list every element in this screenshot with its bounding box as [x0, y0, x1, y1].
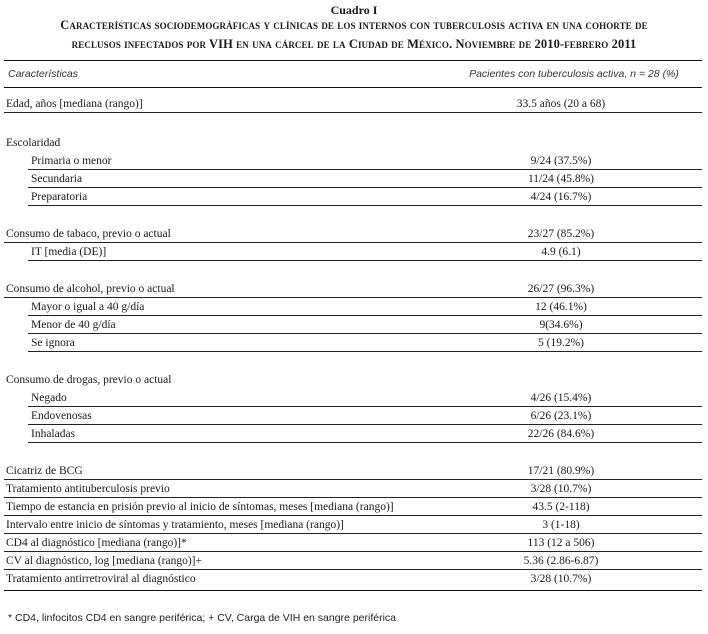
row-label: Tratamiento antituberculosis previo [6, 483, 170, 495]
table-row [4, 552, 702, 570]
table-row [4, 570, 702, 588]
row-label: CV al diagnóstico, log [mediana (rango)]+ [6, 555, 202, 567]
row-underline [28, 442, 702, 443]
table-row [4, 298, 702, 316]
row-label: Edad, años [mediana (rango)] [6, 98, 143, 110]
table-row [4, 243, 702, 261]
row-label: Mayor o igual a 40 g/día [31, 301, 145, 313]
table-row [4, 95, 702, 113]
table-row [4, 280, 702, 298]
table-row [4, 480, 702, 498]
row-value: 4/26 (15.4%) [530, 392, 592, 404]
row-value: 9/24 (37.5%) [530, 155, 592, 167]
row-value: 23/27 (85.2%) [527, 228, 595, 240]
row-value: 113 (12 a 506) [527, 537, 595, 549]
row-value: 3/28 (10.7%) [530, 573, 592, 585]
row-label: Escolaridad [6, 137, 61, 149]
row-underline [28, 205, 702, 206]
row-value: 12 (46.1%) [535, 301, 587, 313]
row-value: 9(34.6%) [539, 319, 583, 331]
row-label: CD4 al diagnóstico [mediana (rango)]* [6, 537, 187, 549]
table-row [4, 462, 702, 480]
row-label: Tratamiento antirretroviral al diagnóstico [6, 573, 196, 585]
row-underline [4, 112, 702, 113]
table-caption-number: Cuadro I [330, 3, 378, 17]
row-value: 22/26 (84.6%) [527, 428, 595, 440]
row-underline [28, 351, 702, 352]
header-characteristics: Características [8, 68, 79, 80]
top-rule [4, 60, 702, 61]
table-row [4, 134, 702, 152]
row-value: 5 (19.2%) [538, 337, 584, 349]
header-rule [4, 87, 702, 88]
row-value: 4.9 (6.1) [541, 246, 581, 258]
table-row [4, 407, 702, 425]
row-value: 43.5 (2-118) [532, 501, 590, 513]
row-label: Inhaladas [31, 428, 76, 440]
table-row [4, 152, 702, 170]
row-label: Se ignora [31, 337, 75, 349]
row-label: Tiempo de estancia en prisión previo al inicio de síntomas, meses [mediana (rango)] [6, 501, 394, 513]
row-value: 4/24 (16.7%) [530, 191, 592, 203]
row-value: 5.36 (2.86-6.87) [523, 555, 599, 567]
row-value: 17/21 (80.9%) [527, 465, 595, 477]
row-value: 3/28 (10.7%) [530, 483, 592, 495]
table-row [4, 498, 702, 516]
table-row [4, 389, 702, 407]
table-footnote: * CD4, linfocitos CD4 en sangre periférica; + CV, Carga de VIH en sangre periférica [8, 612, 397, 624]
bottom-rule [4, 590, 702, 591]
row-label: Negado [31, 392, 67, 404]
table-row [4, 316, 702, 334]
header-patients: Pacientes con tuberculosis activa, n = 28 (%) [469, 68, 679, 80]
row-label: IT [media (DE)] [31, 246, 107, 258]
row-label: Menor de 40 g/día [31, 319, 116, 331]
table-row [4, 188, 702, 206]
row-value: 11/24 (45.8%) [527, 173, 594, 185]
table-caption-line-1: Características sociodemográficas y clínicas de los internos con tuberculosis activa en una cohorte de [60, 18, 648, 32]
table-row [4, 170, 702, 188]
row-label: Primaria o menor [31, 155, 112, 167]
table-caption-line-2: reclusos infectados por VIH en una cárcel de la Ciudad de México. Noviembre de 2010-febrero 2011 [71, 37, 637, 51]
table-row [4, 334, 702, 352]
row-value: 3 (1-18) [542, 519, 580, 531]
table-row [4, 425, 702, 443]
table-row [4, 225, 702, 243]
row-label: Consumo de drogas, previo o actual [6, 374, 172, 386]
row-underline [28, 260, 702, 261]
row-label: Consumo de alcohol, previo o actual [6, 283, 175, 295]
row-label: Preparatoria [31, 191, 88, 203]
row-value: 6/26 (23.1%) [530, 410, 592, 422]
table-row [4, 371, 702, 389]
row-label: Consumo de tabaco, previo o actual [6, 228, 171, 240]
row-label: Cicatriz de BCG [6, 465, 83, 477]
row-label: Secundaria [31, 173, 83, 185]
row-value: 33.5 años (20 a 68) [516, 98, 606, 110]
table-row [4, 534, 702, 552]
row-value: 26/27 (96.3%) [527, 283, 595, 295]
row-label: Endovenosas [31, 410, 92, 422]
table-row [4, 516, 702, 534]
row-label: Intervalo entre inicio de síntomas y tratamiento, meses [mediana (rango)] [6, 519, 344, 531]
